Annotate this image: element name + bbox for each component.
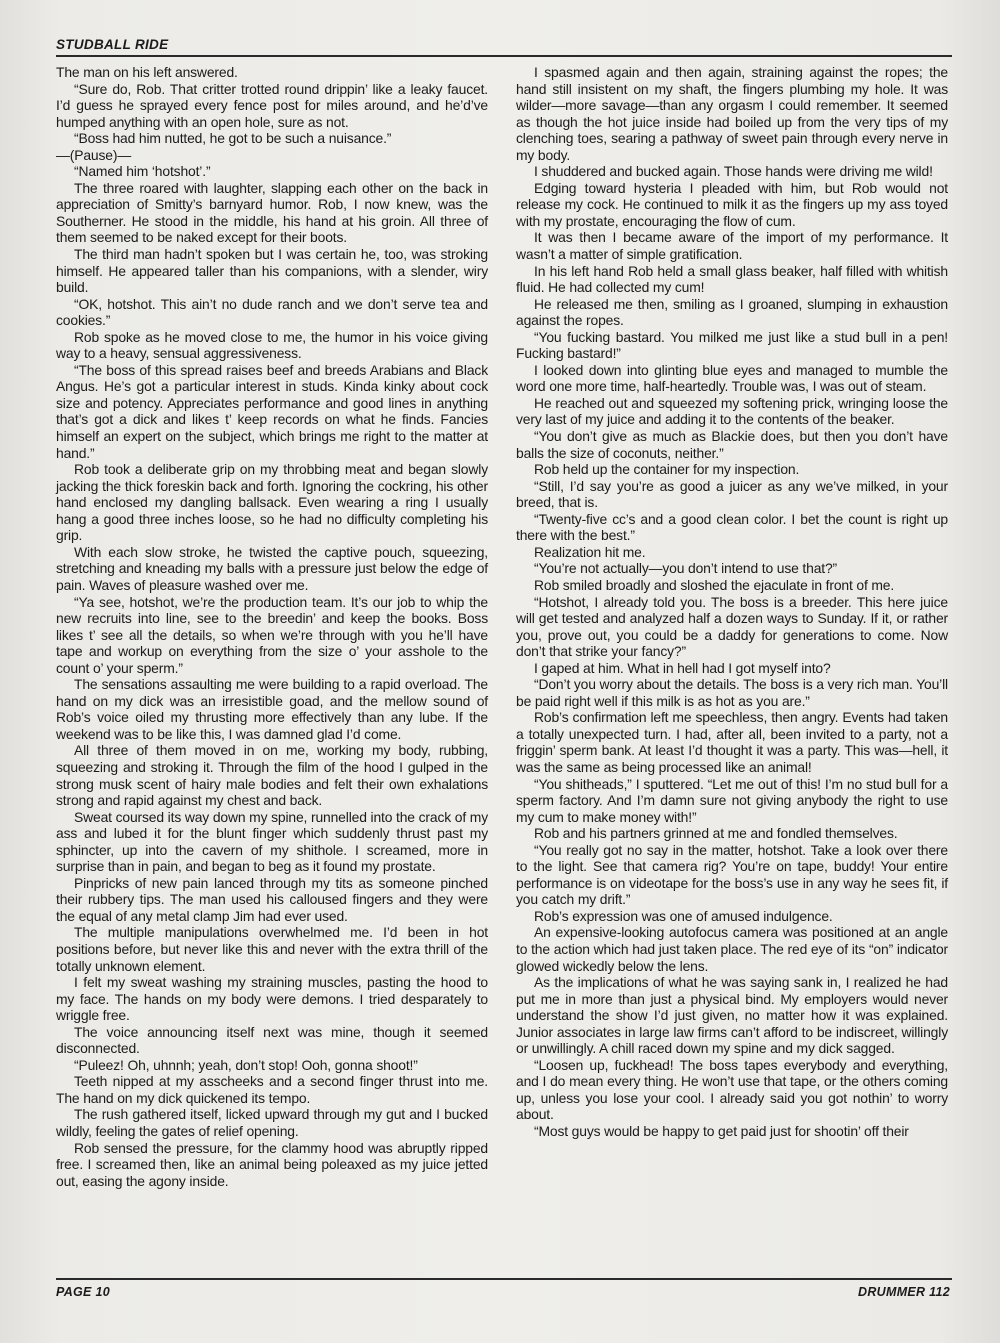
paragraph: All three of them moved in on me, working my body, rubbing, squeezing and stroking it. Through the film of the hood I gulped in the strong musk scent of hairy male bodies and felt their own exhalations strong and rapid against my chest and back.	[56, 742, 488, 809]
paragraph: Pinpricks of new pain lanced through my tits as someone pinched their rubbery tips. The man used his calloused fingers and they were the equal of any metal clamp Jim had ever used.	[56, 874, 488, 924]
paragraph: With each slow stroke, he twisted the captive pouch, squeezing, stretching and kneading my balls with a pressure just below the edge of pain. Waves of pleasure washed over me.	[56, 543, 488, 593]
paragraph: It was then I became aware of the import of my performance. It wasn’t a matter of simple gratification.	[516, 229, 948, 263]
paragraph: “OK, hotshot. This ain’t no dude ranch and we don’t serve tea and cookies.”	[56, 295, 488, 329]
paragraph: Teeth nipped at my asscheeks and a second finger thrust into me. The hand on my dick quickened its tempo.	[56, 1073, 488, 1106]
paragraph: “Don’t you worry about the details. The boss is a very rich man. You’ll be paid right well if this milk is as hot as you are.”	[516, 676, 948, 709]
paragraph: The voice announcing itself next was mine, though it seemed disconnected.	[56, 1023, 488, 1057]
paragraph: Rob spoke as he moved close to me, the humor in his voice giving way to a heavy, sensual aggressiveness.	[56, 328, 488, 362]
paragraph: “You really got no say in the matter, hotshot. Take a look over there to the light. See that camera rig? You’re on tape, buddy! Your entire performance is on videotape for the boss’s use in any way he sees fit, if you catch my drift.”	[516, 841, 948, 908]
paragraph: An expensive-looking autofocus camera was positioned at an angle to the action which had just taken place. The red eye of its “on” indicator glowed wickedly below the lens.	[516, 924, 948, 974]
paragraph: “Puleez! Oh, uhnnh; yeah, don’t stop! Ooh, gonna shoot!”	[74, 1056, 418, 1073]
paragraph: The multiple manipulations overwhelmed me. I’d been in hot positions before, but never like this and never with the extra thrill of the totally unknown element.	[56, 924, 488, 974]
paragraph: Rob’s confirmation left me speechless, then angry. Events had taken a totally unexpected turn. I had, after all, been invited to a party, not a friggin’ sperm bank. At least I’d thought it was a party. This was—hell, it was the same as being processed like an animal!	[516, 709, 948, 775]
paragraph: Realization hit me.	[534, 543, 646, 560]
paragraph: I shuddered and bucked again. Those hands were driving me wild!	[534, 163, 933, 180]
paragraph: Rob sensed the pressure, for the clammy hood was abruptly ripped free. I screamed then, like an animal being poleaxed as my juice jetted out, easing the agony inside.	[56, 1139, 488, 1189]
paragraph: “Named him ‘hotshot’.”	[74, 163, 211, 180]
paragraph: He released me then, smiling as I groaned, slumping in exhaustion against the ropes.	[516, 295, 948, 329]
paragraph: Rob’s expression was one of amused indulgence.	[534, 907, 833, 924]
paragraph: —(Pause)—	[56, 146, 132, 163]
paragraph: I spasmed again and then again, straining against the ropes; the hand still insistent on my shaft, the fingers plumbing my hole. It was wilder—more savage—than any orgasm I could remember. It seemed as though the hot juice inside had boiled up from the very tips of my clenching toes, searing a pathway of sweet pain through every nerve in my body.	[516, 64, 948, 163]
paragraph: Rob took a deliberate grip on my throbbing meat and began slowly jacking the thick foreskin back and forth. Ignoring the cockring, his other hand enclosed my dangling ballsack. Even wearing a ring I usually hang a good three inches loose, so he had no difficulty completing his grip.	[56, 461, 488, 544]
paragraph: The sensations assaulting me were building to a rapid overload. The hand on my dick was an irresistible goad, and the mellow sound of Rob’s voice oiled my thrusting more effectively than any lube. If the weekend was to be like this, I was damned glad I’d come.	[56, 676, 488, 742]
paragraph: “You don’t give as much as Blackie does, but then you don’t have balls the size of coconuts, neither.”	[516, 428, 948, 461]
paragraph: “You’re not actually—you don’t intend to use that?”	[534, 560, 838, 577]
paragraph: I felt my sweat washing my straining muscles, pasting the hood to my face. The hands on my body were demons. I tried desparately to wriggle free.	[56, 974, 488, 1024]
paragraph: “Loosen up, fuckhead! The boss tapes everybody and everything, and I do mean every thing. He won’t use that tape, or the others coming up, unless you lose your cool. I already said you got nothin’ to worry about.	[516, 1056, 948, 1123]
paragraph: In his left hand Rob held a small glass beaker, half filled with whitish fluid. He had collected my cum!	[516, 262, 948, 296]
paragraph: “Still, I’d say you’re as good a juicer as any we’ve milked, in your breed, that is.	[516, 477, 948, 511]
right-column	[516, 64, 948, 1140]
paragraph: “Boss had him nutted, he got to be such a nuisance.”	[74, 130, 392, 147]
left-column	[56, 64, 488, 1189]
paragraph: Rob smiled broadly and sloshed the ejaculate in front of me.	[534, 576, 895, 593]
paragraph: “You shitheads,” I sputtered. “Let me out of this! I’m no stud bull for a sperm factory. And I’m damn sure not giving anybody the right to use my cum to make money with!”	[516, 775, 948, 825]
paragraph: “The boss of this spread raises beef and breeds Arabians and Black Angus. He’s got a particular interest in studs. Kinda kinky about cock size and potency. Appreciates performance and good lines in anything that’s got a dick and likes t’ keep records on what he finds. Fancies himself an expert on the subject, which brings me right to the matter at hand.”	[56, 361, 488, 461]
paragraph: I gaped at him. What in hell had I got myself into?	[534, 659, 831, 676]
paragraph: The man on his left answered.	[56, 64, 238, 80]
paragraph: The rush gathered itself, licked upward through my gut and I bucked wildly, feeling the gates of relief opening.	[56, 1106, 488, 1139]
paragraph: “Twenty-five cc’s and a good clean color. I bet the count is right up there with the best.”	[516, 510, 948, 544]
header-rule	[56, 55, 952, 57]
paragraph: He reached out and squeezed my softening prick, wringing loose the very last of my juice and adding it to the contents of the beaker.	[516, 394, 948, 428]
footer-rule	[56, 1278, 952, 1280]
paragraph: “Ya see, hotshot, we’re the production team. It’s our job to whip the new recruits into line, see to the breedin’ and keep the books. Boss likes t’ see all the details, so when we’re through with you he’ll have tape and workup on everything from the size o’ your asshole to the count o’ your sperm.”	[56, 593, 488, 676]
paragraph: “Hotshot, I already told you. The boss is a breeder. This here juice will get tested and analyzed half a dozen ways to Sunday. If it, or rather you, prove out, you could be a daddy for generations to come. Now don’t that strike your fancy?”	[516, 593, 948, 660]
paragraph: Sweat coursed its way down my spine, runnelled into the crack of my ass and lubed it for the blunt finger which suddenly thrust past my sphincter, up into the cavern of my shithole. I screamed, more in surprise than in pain, and began to beg as it found my prostate.	[56, 808, 488, 875]
page-number: PAGE 10	[56, 1285, 110, 1299]
paragraph: The third man hadn’t spoken but I was certain he, too, was stroking himself. He appeared taller than his companions, with a slender, wiry build.	[56, 246, 488, 296]
paragraph: Rob held up the container for my inspection.	[534, 461, 800, 478]
paragraph: “You fucking bastard. You milked me just like a stud bull in a pen! Fucking bastard!”	[516, 328, 948, 362]
issue-label: DRUMMER 112	[858, 1285, 950, 1299]
paragraph: Edging toward hysteria I pleaded with him, but Rob would not release my cock. He continued to milk it as the fingers up my ass toyed with my prostate, encouraging the flow of cum.	[516, 179, 948, 229]
paragraph: “Sure do, Rob. That critter trotted round drippin’ like a leaky faucet. I’d guess he sprayed every fence post for miles around, and he’d’ve humped anything with an open hole, sure as not.	[56, 80, 488, 130]
paragraph: As the implications of what he was saying sank in, I realized he had put me in more than just a physical bind. My employers would never understand the show I’d just given, no matter how it was explained. Junior associates in large law firms can’t afford to be indiscreet, willingly or unwillingly. A chill raced down my spine and my dick sagged.	[516, 974, 948, 1057]
paragraph: “Most guys would be happy to get paid just for shootin’ off their	[534, 1123, 909, 1139]
paragraph: I looked down into glinting blue eyes and managed to mumble the word one more time, half-heartedly. Trouble was, I was out of steam.	[516, 361, 948, 395]
paragraph: The three roared with laughter, slapping each other on the back in appreciation of Smitty’s barnyard humor. Rob, I now knew, was the Southerner. He stood in the middle, his hand at his groin. All three of them seemed to be naked except for their boots.	[56, 179, 488, 246]
running-title: STUDBALL RIDE	[56, 37, 169, 52]
paragraph: Rob and his partners grinned at me and fondled themselves.	[534, 825, 898, 842]
